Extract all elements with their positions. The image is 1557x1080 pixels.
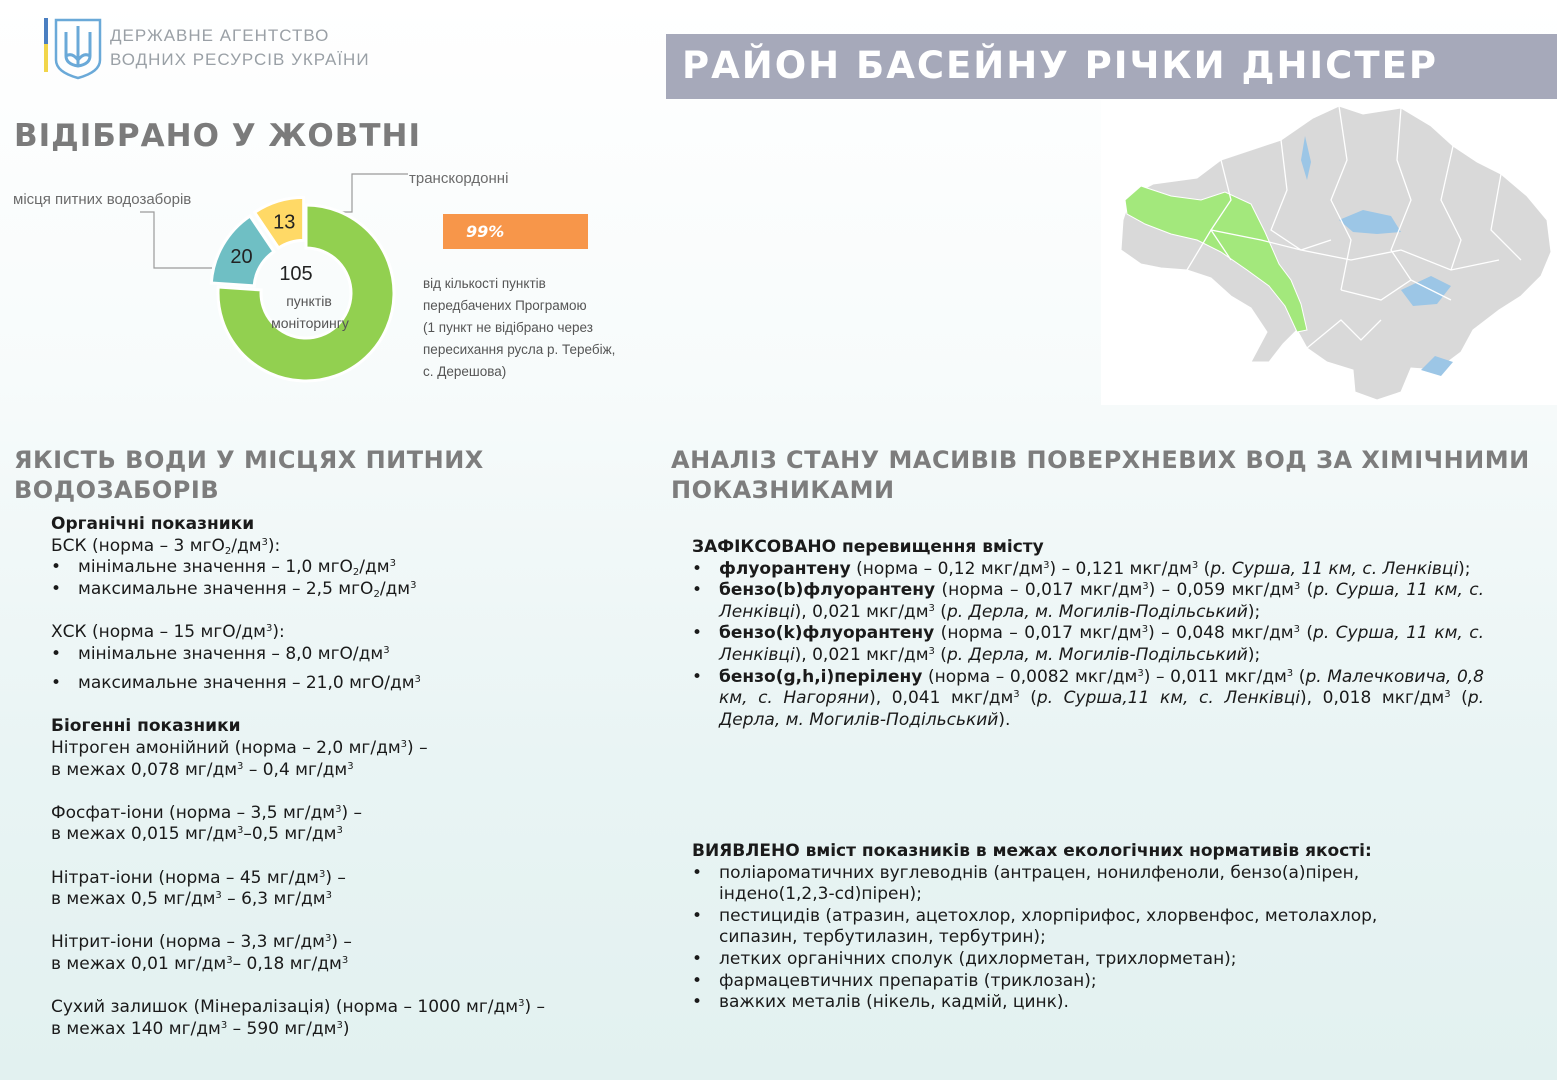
- hsk-max-sup: 3: [414, 674, 421, 686]
- mineral-sup: 3: [518, 998, 525, 1010]
- exceed-text: ) – 0,059 мкг/дм: [1148, 580, 1294, 601]
- exceed-text: (норма – 0,017 мкг/дм: [935, 580, 1143, 601]
- within-item: • важких металів (нікель, кадмій, цинк).: [692, 992, 1452, 1014]
- no2-range: [51, 954, 611, 976]
- exceed-item-benzo-k: [692, 623, 1484, 666]
- exceed-location: р. Дерла, м. Могилів-Подільський: [946, 644, 1248, 665]
- exceed-text: (норма – 0,017 мкг/дм: [934, 623, 1142, 644]
- no3-range-sup: 3: [215, 890, 222, 902]
- nh4-range-text: – 0,4 мг/дм: [243, 759, 348, 780]
- exceed-substance: бензо(b)флуорантену: [719, 580, 936, 601]
- sampled-description-line: (1 пункт не відібрано через: [423, 320, 593, 335]
- nh4-text: Нітроген амонійний (норма – 2,0 мг/дм: [51, 737, 401, 758]
- nh4-range-sup: 3: [237, 760, 244, 772]
- flag-stripe-blue: [44, 18, 48, 44]
- mineral-text: ) –: [524, 997, 546, 1018]
- sampled-description-line: від кількості пунктів: [423, 276, 546, 291]
- bsk-text: /дм: [231, 535, 262, 556]
- hsk-max-text: максимальне значення – 21,0 мгО/дм: [78, 673, 415, 694]
- mineral-range-text: ): [342, 1018, 350, 1039]
- po4-sup: 3: [335, 803, 342, 815]
- callout-transborder-label: транскордонні: [409, 170, 509, 187]
- mineral-range-text: в межах 140 мг/дм: [51, 1018, 221, 1039]
- hsk-text: ХСК (норма – 15 мгО/дм: [51, 621, 266, 642]
- no2-range-text: – 0,18 мг/дм: [232, 953, 342, 974]
- exceed-text: ) – 0,048 мкг/дм: [1148, 623, 1294, 644]
- no2-range-sup: 3: [341, 954, 349, 966]
- no2-range-text: в межах 0,01 мг/дм: [51, 953, 227, 974]
- exceed-item-benzo-ghi: [692, 667, 1484, 732]
- no3-line: [51, 868, 611, 890]
- nh4-range: [51, 760, 611, 782]
- hsk-sup: 3: [265, 622, 273, 634]
- exceed-sup: 3: [1293, 581, 1301, 593]
- mineral-range-sup: 3: [336, 1019, 343, 1031]
- bsk-min-text: мінімальне значення – 1,0 мгО: [78, 557, 353, 578]
- exceed-location: р. Дерла, м. Могилів-Подільський: [719, 688, 1485, 730]
- mineral-text: Сухий залишок (Мінералізація) (норма – 1000 мг/дм: [51, 997, 519, 1018]
- agency-name-line1: ДЕРЖАВНЕ АГЕНТСТВО: [110, 26, 330, 45]
- exceed-text: (: [1198, 558, 1211, 579]
- bsk-min-item: [51, 557, 611, 579]
- basin-map: [1101, 100, 1557, 405]
- organic-title: Органічні показники: [51, 514, 255, 534]
- drinking-section-title: [14, 445, 484, 505]
- bsk-min-sup: 3: [389, 558, 396, 570]
- percent-badge-value: 99%: [466, 222, 505, 241]
- exceed-substance: бензо(k)флуорантену: [719, 623, 935, 644]
- exceed-text: (: [934, 644, 947, 665]
- exceed-sup: 3: [1142, 581, 1149, 593]
- exceed-substance: флуорантену: [719, 558, 851, 579]
- no3-range-sup: 3: [325, 890, 332, 902]
- po4-text: Фосфат-іони (норма – 3,5 мг/дм: [51, 802, 336, 823]
- exceed-text: (норма – 0,12 мкг/дм: [850, 558, 1044, 579]
- bsk-max-item: [51, 579, 611, 601]
- po4-line: [51, 803, 611, 825]
- no3-text: ) –: [325, 867, 346, 888]
- mineral-range: [51, 1019, 611, 1041]
- nh4-sup: 3: [400, 738, 408, 750]
- nh4-range-sup: 3: [347, 760, 354, 772]
- drinking-title-line1: ЯКІСТЬ ВОДИ У МІСЦЯХ ПИТНИХ: [14, 446, 484, 474]
- exceed-item-fluoranthene: [692, 559, 1484, 581]
- bsk-text: БСК (норма – 3 мгО: [51, 535, 225, 556]
- analysis-within-block: [692, 841, 1452, 1014]
- hsk-max-item: [51, 673, 611, 695]
- within-item: • летких органічних сполук (дихлорметан, трихлорметан);: [692, 949, 1452, 971]
- analysis-title-line2: ПОКАЗНИКАМИ: [671, 476, 895, 504]
- exceed-text: );: [1247, 601, 1261, 622]
- exceed-text: ), 0,021 мкг/дм: [794, 601, 929, 622]
- exceed-text: ), 0,018 мкг/дм: [1300, 688, 1445, 709]
- no2-sup: 3: [324, 933, 332, 945]
- no3-range-text: – 6,3 мг/дм: [221, 889, 326, 910]
- hsk-min-sup: 3: [383, 644, 390, 656]
- page-title: РАЙОН БАСЕЙНУ РІЧКИ ДНІСТЕР: [682, 44, 1438, 87]
- analysis-title-line1: АНАЛІЗ СТАНУ МАСИВІВ ПОВЕРХНЕВИХ ВОД ЗА ХІМІЧНИМИ: [671, 446, 1530, 474]
- donut-center-label-2: моніторингу: [271, 315, 349, 331]
- map-ukraine-land: [1121, 106, 1551, 400]
- sampled-title: ВІДІБРАНО У ЖОВТНІ: [14, 118, 421, 154]
- bsk-superscript: 3: [261, 536, 268, 548]
- hsk-line: [51, 622, 611, 644]
- nh4-range-text: в межах 0,078 мг/дм: [51, 759, 238, 780]
- po4-range-sup: 3: [336, 825, 343, 837]
- exceed-text: (: [1293, 666, 1306, 687]
- hsk-min-item: [51, 644, 611, 666]
- callout-drinking-label: місця питних водозаборів: [13, 191, 192, 208]
- no2-text: Нітрит-іони (норма – 3,3 мг/дм: [51, 932, 325, 953]
- bsk-line: [51, 536, 611, 558]
- donut-slice-value: 13: [273, 211, 296, 234]
- exceed-sup: 3: [1141, 624, 1149, 636]
- hsk-min-text: мінімальне значення – 8,0 мгО/дм: [78, 643, 384, 664]
- mineral-line: [51, 997, 611, 1019]
- po4-range-text: в межах 0,015 мг/дм: [51, 824, 238, 845]
- exceed-text: (: [934, 601, 947, 622]
- drinking-indicators: [51, 514, 611, 1040]
- exceed-location: р. Сурша, 11 км, с. Ленківці: [719, 623, 1485, 665]
- nh4-line: [51, 738, 611, 760]
- donut-center-label-1: пунктів: [286, 293, 332, 309]
- exceed-sup: 3: [1137, 667, 1144, 679]
- no2-line: [51, 932, 611, 954]
- exceed-sup: 3: [1043, 559, 1050, 571]
- exceed-item-benzo-b: [692, 580, 1484, 623]
- within-item: • пестицидів (атразин, ацетохлор, хлорпірифос, хлорвенфос, метолахлор, сипазин, тербутилазин, тербутрин);: [692, 906, 1452, 949]
- percent-badge: [443, 214, 588, 249]
- exceed-sup: 3: [1286, 667, 1294, 679]
- no2-text: ) –: [331, 932, 352, 953]
- no3-range-text: в межах 0,5 мг/дм: [51, 889, 216, 910]
- donut-center-value: 105: [279, 263, 313, 285]
- bsk-max-sup: 3: [410, 579, 417, 591]
- no3-range: [51, 889, 611, 911]
- hsk-text: ):: [272, 621, 285, 642]
- no2-range-sup: 3: [226, 954, 233, 966]
- exceed-sup: 3: [928, 602, 935, 614]
- agency-name-line2: ВОДНИХ РЕСУРСІВ УКРАЇНИ: [110, 50, 370, 69]
- no3-text: Нітрат-іони (норма – 45 мг/дм: [51, 867, 319, 888]
- sampled-description-line: пересихання русла р. Теребіж,: [423, 342, 616, 357]
- sampled-description: [423, 273, 653, 383]
- exceed-sup: 3: [1293, 624, 1300, 636]
- po4-range-sup: 3: [237, 825, 244, 837]
- drinking-title-line2: ВОДОЗАБОРІВ: [14, 476, 220, 504]
- flag-stripe-yellow: [44, 44, 48, 72]
- po4-text: ) –: [341, 802, 362, 823]
- exceed-title: ЗАФІКСОВАНО перевищення вмісту: [692, 537, 1044, 557]
- nh4-text: ) –: [407, 737, 428, 758]
- exceed-sup: 3: [1191, 559, 1199, 571]
- exceed-location: р. Малечковича, 0,8 км, с. Нагоряни: [719, 666, 1484, 709]
- exceed-text: (: [1450, 688, 1468, 709]
- exceed-sup: 3: [1444, 689, 1451, 701]
- exceed-text: (: [1299, 623, 1314, 644]
- exceed-substance: бензо(g,h,i)перілену: [719, 666, 923, 687]
- exceed-text: );: [1247, 644, 1261, 665]
- exceed-location: р. Сурша, 11 км, с. Ленківці: [719, 580, 1484, 622]
- sampled-description-line: с. Дерешова): [423, 364, 507, 379]
- exceed-text: ), 0,021 мкг/дм: [794, 644, 929, 665]
- exceed-text: ).: [998, 709, 1011, 730]
- trident-emblem-icon: [52, 16, 104, 80]
- callout-line-drinking: [140, 212, 212, 268]
- po4-range: [51, 824, 611, 846]
- exceed-text: ) – 0,011 мкг/дм: [1143, 666, 1287, 687]
- exceed-text: (: [1300, 580, 1314, 601]
- exceed-text: );: [1458, 558, 1471, 579]
- exceed-location: р. Сурша, 11 км, с. Ленківці: [1210, 558, 1459, 579]
- exceed-location: р. Сурша,11 км, с. Ленківці: [1036, 688, 1301, 709]
- bsk-subscript: 2: [224, 545, 232, 557]
- within-item: • фармацевтичних препаратів (триклозан);: [692, 971, 1452, 993]
- bsk-max-text: максимальне значення – 2,5 мгО: [78, 578, 374, 599]
- biogen-title: Біогенні показники: [51, 716, 241, 737]
- exceed-sup: 3: [1013, 689, 1020, 701]
- exceed-location: р. Дерла, м. Могилів-Подільський: [946, 601, 1248, 622]
- bsk-text: ):: [267, 535, 281, 556]
- donut-slice-value: 20: [230, 245, 253, 268]
- exceed-text: ) – 0,121 мкг/дм: [1049, 558, 1192, 579]
- analysis-section-title: [671, 445, 1530, 505]
- exceed-sup: 3: [928, 645, 935, 657]
- within-item: • поліароматичних вуглеводнів (антрацен, нонилфеноли, бензо(а)пірен, індено(1,2,3-cd)пірен);: [692, 863, 1452, 906]
- sampled-description-line: передбачених Програмою: [423, 298, 587, 313]
- po4-range-text: –0,5 мг/дм: [243, 824, 337, 845]
- exceed-text: (норма – 0,0082 мкг/дм: [922, 666, 1138, 687]
- exceed-text: ), 0,041 мкг/дм: [869, 688, 1014, 709]
- bsk-max-sub: 2: [373, 588, 380, 600]
- mineral-range-text: – 590 мг/дм: [227, 1018, 337, 1039]
- analysis-exceed-block: [692, 537, 1484, 731]
- exceed-text: (: [1019, 688, 1037, 709]
- bsk-max-text: /дм: [379, 578, 411, 599]
- within-title: ВИЯВЛЕНО вміст показників в межах екологічних нормативів якості:: [692, 841, 1372, 861]
- mineral-range-sup: 3: [220, 1019, 228, 1031]
- agency-name: [110, 24, 370, 72]
- bsk-min-text: /дм: [359, 557, 390, 578]
- no3-sup: 3: [318, 868, 326, 880]
- bsk-min-sub: 2: [352, 567, 360, 579]
